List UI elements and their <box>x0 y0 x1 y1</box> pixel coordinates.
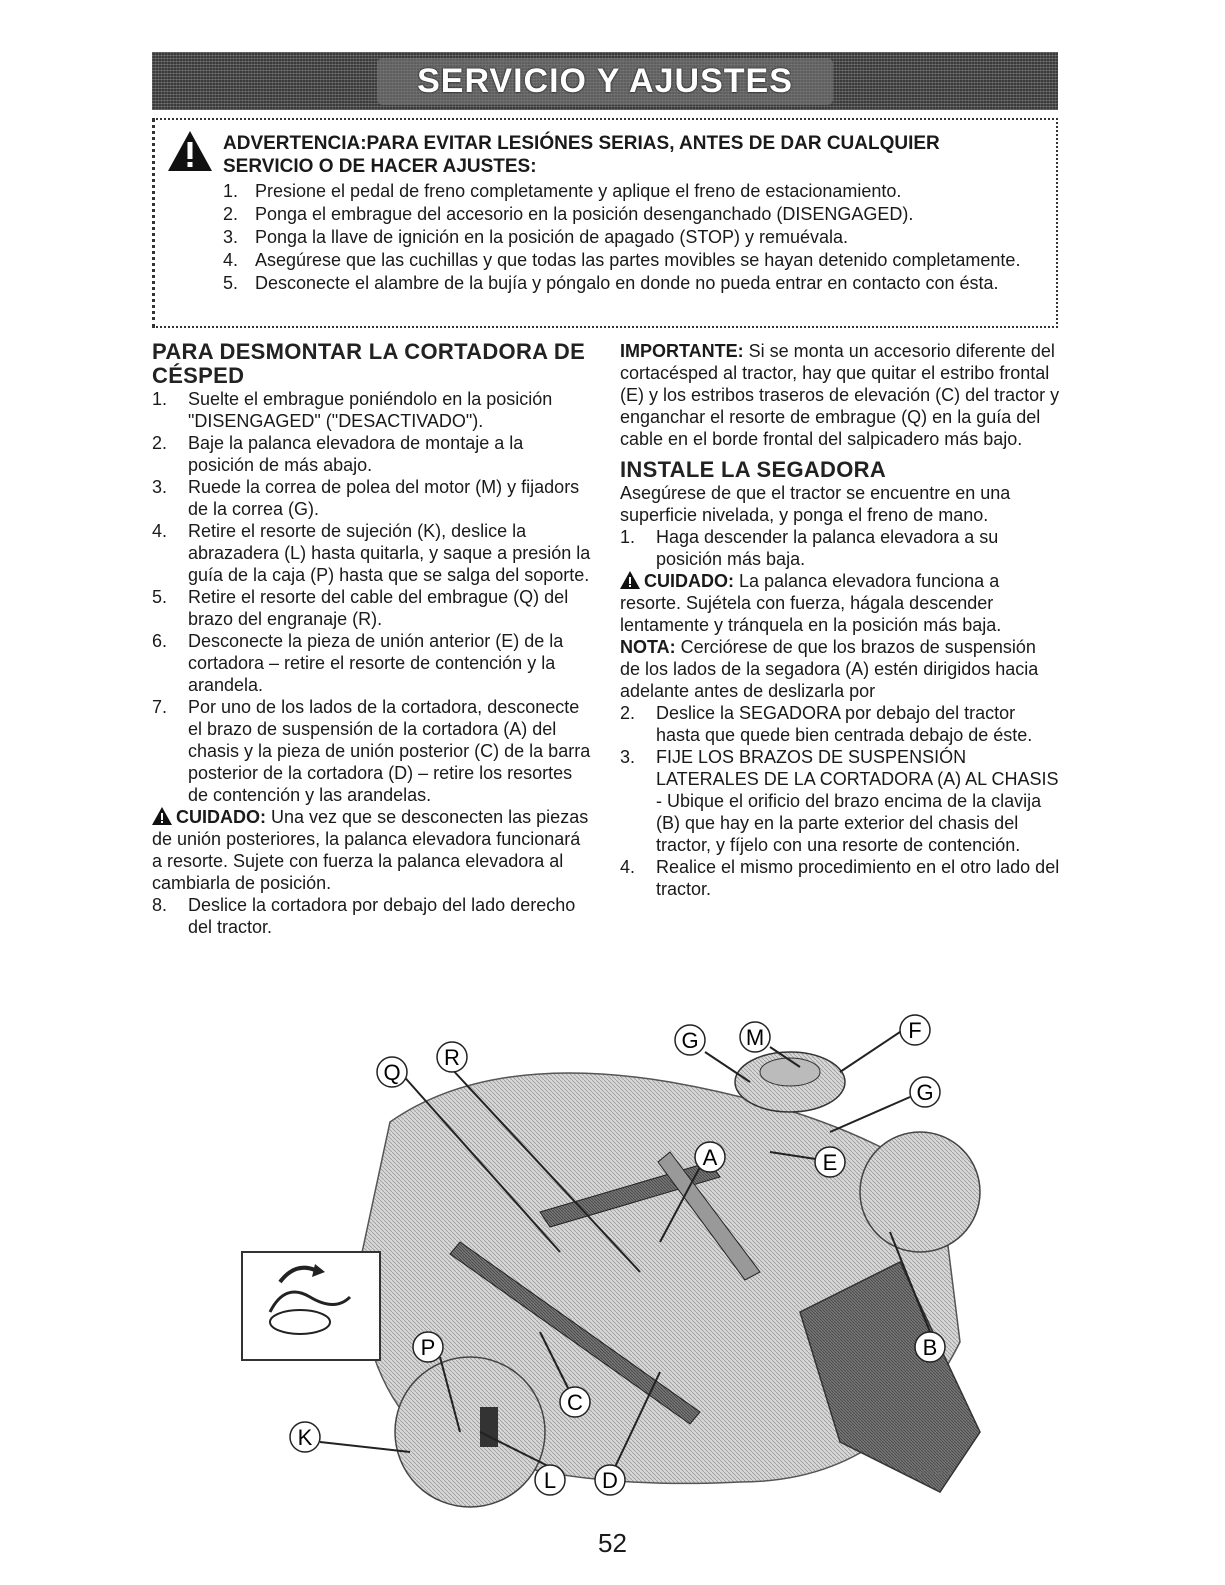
right-column <box>620 340 1060 900</box>
svg-text:Q: Q <box>383 1060 401 1085</box>
svg-text:B: B <box>922 1335 938 1360</box>
nota-paragraph <box>620 636 1060 702</box>
warning-item: 3. Ponga la llave de ignición en la posición de apagado (STOP) y remuévala. <box>223 227 849 247</box>
callout-F <box>900 1015 930 1045</box>
callout-M <box>740 1022 770 1052</box>
callout-G-right <box>910 1077 940 1107</box>
warning-box <box>152 118 1058 328</box>
warning-list <box>223 180 1053 295</box>
svg-text:L: L <box>543 1468 557 1493</box>
callout-K <box>290 1422 320 1452</box>
callout-G-top <box>675 1025 705 1055</box>
svg-text:F: F <box>908 1018 922 1043</box>
warning-heading-line2: SERVICIO O DE HACER AJUSTES: <box>223 156 537 177</box>
callout-D <box>595 1465 625 1495</box>
caution-label: CUIDADO: <box>644 571 734 591</box>
list-item: 7. Por uno de los lados de la cortadora, desconecte el brazo de suspensión de la cortadora (A) del chasis y la pieza de unión posterior (C) de la barra posterior de la cortadora (D) – retire los resortes de contención y las arandelas. <box>152 697 591 805</box>
figure-code: 03042tex <box>906 1465 952 1477</box>
list-item: 1. Haga descender la palanca elevadora a su posición más baja. <box>620 527 999 569</box>
nota-text: Cerciórese de que los brazos de suspensión de los lados de la segadora (A) estén dirigidos hacia adelante antes de deslizarla por <box>620 637 1039 701</box>
svg-text:D: D <box>602 1468 618 1493</box>
retainer-clip-inset <box>242 1252 380 1360</box>
importante-text: Si se monta un accesorio diferente del cortacésped al tractor, hay que quitar el estribo frontal (E) y los estribos traseros de elevación (C) del tractor y enganchar el resorte de embrague (Q) en la guía del cable en el borde frontal del salpicadero más bajo. <box>620 341 1060 449</box>
caution-label: CUIDADO: <box>176 807 266 827</box>
list-item: 3. Ruede la correa de polea del motor (M) y fijadors de la correa (G). <box>152 477 580 519</box>
importante-label: IMPORTANTE: <box>620 341 744 361</box>
install-steps-list-a <box>620 526 1060 570</box>
warning-triangle-icon <box>167 130 213 172</box>
warning-item: 5. Desconecte el alambre de la bujía y póngalo en donde no pueda entrar en contacto con ésta. <box>223 273 999 293</box>
list-item: 4. Realice el mismo procedimiento en el otro lado del tractor. <box>620 857 1060 899</box>
install-steps-list-b <box>620 702 1060 900</box>
caution-triangle-icon <box>152 807 172 825</box>
svg-text:G: G <box>916 1080 934 1105</box>
list-item: 1. Suelte el embrague poniéndolo en la posición "DISENGAGED" ("DESACTIVADO"). <box>152 389 553 431</box>
callout-R <box>437 1042 467 1072</box>
detail-circle-left <box>395 1357 545 1507</box>
list-item: 2. Baje la palanca elevadora de montaje a la posición de más abajo. <box>152 433 524 475</box>
section-banner <box>152 52 1058 110</box>
remove-mower-heading: PARA DESMONTAR LA CORTADORA DE CÉSPED <box>152 339 586 388</box>
install-intro: Asegúrese de que el tractor se encuentre en una superficie nivelada, y ponga el freno de mano. <box>620 483 1011 525</box>
list-item: 4. Retire el resorte de sujeción (K), deslice la abrazadera (L) hasta quitarla, y saque a presión la guía de la caja (P) hasta que se salga del soporte. <box>152 521 591 585</box>
section-title: SERVICIO Y AJUSTES <box>377 58 833 105</box>
nota-label: NOTA: <box>620 637 676 657</box>
list-item: 8. Deslice la cortadora por debajo del lado derecho del tractor. <box>152 895 576 937</box>
callout-A <box>695 1142 725 1172</box>
remove-steps-list-continued <box>152 894 592 938</box>
caution-triangle-icon <box>620 571 640 589</box>
install-mower-heading: INSTALE LA SEGADORA <box>620 457 887 482</box>
caution-text: La palanca elevadora funciona a resorte. Sujétela con fuerza, hágala descender lentamente y tránquela en la posición más baja. <box>620 571 1002 635</box>
callout-C <box>560 1387 590 1417</box>
list-item: 5. Retire el resorte del cable del embrague (Q) del brazo del engranaje (R). <box>152 587 569 629</box>
callout-P <box>413 1332 443 1362</box>
callout-L <box>535 1465 565 1495</box>
warning-item: 4. Asegúrese que las cuchillas y que todas las partes movibles se hayan detenido completamente. <box>223 250 1021 270</box>
svg-text:R: R <box>444 1045 460 1070</box>
warning-item: 1. Presione el pedal de freno completamente y aplique el freno de estacionamiento. <box>223 181 902 201</box>
warning-heading <box>223 132 1043 178</box>
callout-E <box>815 1147 845 1177</box>
page-number: 52 <box>598 1528 627 1558</box>
left-column <box>152 340 592 938</box>
callout-B <box>915 1332 945 1362</box>
caution-text: Una vez que se desconecten las piezas de unión posteriores, la palanca elevadora funcionará a resorte. Sujete con fuerza la palanca elevadora al cambiarla de posición. <box>152 807 589 893</box>
warning-heading-line1: ADVERTENCIA:PARA EVITAR LESIÓNES SERIAS, ANTES DE DAR CUALQUIER <box>223 133 940 154</box>
list-item: 6. Desconecte la pieza de unión anterior (E) de la cortadora – retire el resorte de contención y la arandela. <box>152 631 564 695</box>
detail-circle-right <box>860 1132 980 1252</box>
callout-Q <box>377 1057 407 1087</box>
list-item: 3. FIJE LOS BRAZOS DE SUSPENSIÓN LATERALES DE LA CORTADORA (A) AL CHASIS - Ubique el orificio del brazo encima de la clavija (B) que hay en la parte exterior del chasis del tractor, y fíjelo con una resorte de contención. <box>620 747 1059 855</box>
remove-steps-list <box>152 388 592 806</box>
svg-text:E: E <box>822 1150 838 1175</box>
svg-text:C: C <box>567 1390 583 1415</box>
list-item: 2. Deslice la SEGADORA por debajo del tractor hasta que quede bien centrada debajo de éste. <box>620 703 1033 745</box>
mower-deck-diagram <box>240 1012 1000 1517</box>
importante-paragraph <box>620 340 1060 450</box>
svg-text:M: M <box>745 1025 765 1050</box>
svg-text:G: G <box>681 1028 699 1053</box>
svg-text:K: K <box>297 1425 313 1450</box>
caution-paragraph <box>152 806 592 894</box>
caution-paragraph <box>620 570 1060 636</box>
warning-item: 2. Ponga el embrague del accesorio en la posición desenganchado (DISENGAGED). <box>223 204 914 224</box>
svg-text:A: A <box>702 1145 718 1170</box>
svg-text:P: P <box>420 1335 436 1360</box>
